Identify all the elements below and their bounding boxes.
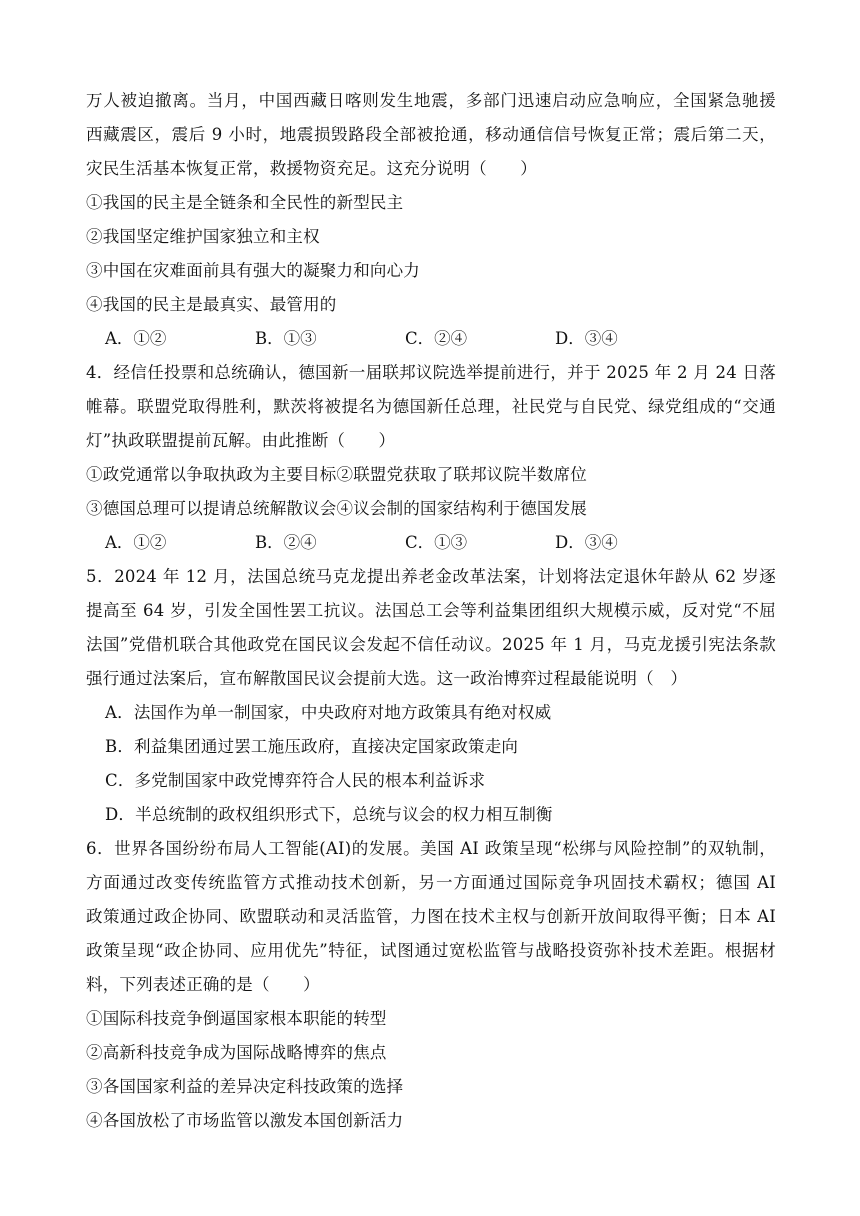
question-3-statement-4: ④我国的民主是最真实、最管用的 — [86, 295, 337, 314]
question-4-stem-line-3: 灯”执政联盟提前瓦解。由此推断（ ） — [86, 431, 396, 450]
question-6-stem-line-1: 6．世界各国纷纷布局人工智能(AI)的发展。美国 AI 政策呈现“松绑与风险控制”的双轨制， — [86, 839, 776, 858]
question-3 — [86, 84, 776, 356]
question-6-stem-line-3: 政策通过政企协同、欧盟联动和灵活监管，力图在技术主权与创新开放间取得平衡；日本 AI — [86, 907, 776, 926]
question-6-stem-line-2: 方面通过改变传统监管方式推动技术创新，另一方面通过国际竞争巩固技术霸权；德国 AI — [86, 873, 776, 892]
question-6-statement-2: ②高新科技竞争成为国际战略博弈的焦点 — [86, 1043, 387, 1062]
question-4-statement-line-1: ①政党通常以争取执政为主要目标②联盟党获取了联邦议院半数席位 — [86, 465, 587, 484]
question-3-choice-a: A．①② — [105, 329, 167, 348]
question-4-choices — [86, 526, 776, 560]
question-6-statement-1: ①国际科技竞争倒逼国家根本职能的转型 — [86, 1009, 387, 1028]
question-6-stem-line-5: 料，下列表述正确的是（ ） — [86, 975, 320, 994]
question-5-option-a: A．法国作为单一制国家，中央政府对地方政策具有绝对权威 — [105, 703, 552, 722]
question-5-option-b: B．利益集团通过罢工施压政府，直接决定国家政策走向 — [105, 737, 519, 756]
question-3-statement-1: ①我国的民主是全链条和全民性的新型民主 — [86, 193, 404, 212]
question-3-choice-c: C．②④ — [405, 329, 468, 348]
question-6-statement-3: ③各国国家利益的差异决定科技政策的选择 — [86, 1077, 404, 1096]
question-5-option-d: D．半总统制的政权组织形式下，总统与议会的权力相互制衡 — [105, 805, 553, 824]
question-4-choice-b: B．②④ — [255, 533, 317, 552]
question-5-stem-line-2: 提高至 64 岁，引发全国性罢工抗议。法国总工会等利益集团组织大规模示威，反对党“不屈 — [86, 601, 776, 620]
question-4-stem-line-1: 4．经信任投票和总统确认，德国新一届联邦议院选举提前进行，并于 2025 年 2 月 24 日落 — [86, 363, 776, 382]
question-3-statement-2: ②我国坚定维护国家独立和主权 — [86, 227, 320, 246]
question-3-choices — [86, 322, 776, 356]
question-6 — [86, 832, 776, 1138]
question-4-choice-c: C．①③ — [405, 533, 468, 552]
question-4-statement-line-2: ③德国总理可以提请总统解散议会④议会制的国家结构利于德国发展 — [86, 499, 587, 518]
question-3-statement-3: ③中国在灾难面前具有强大的凝聚力和向心力 — [86, 261, 420, 280]
question-5 — [86, 560, 776, 832]
question-3-choice-d: D．③④ — [555, 329, 618, 348]
question-3-choice-b: B．①③ — [255, 329, 317, 348]
question-3-stem-line-3: 灾民生活基本恢复正常，救援物资充足。这充分说明（ ） — [86, 159, 537, 178]
question-4-choice-a: A．①② — [105, 533, 167, 552]
question-4 — [86, 356, 776, 560]
question-3-stem-line-1: 万人被迫撤离。当月，中国西藏日喀则发生地震，多部门迅速启动应急响应，全国紧急驰援 — [86, 91, 776, 110]
question-6-stem-line-4: 政策呈现“政企协同、应用优先”特征，试图通过宽松监管与战略投资弥补技术差距。根据材 — [86, 941, 776, 960]
question-5-stem-line-1: 5．2024 年 12 月，法国总统马克龙提出养老金改革法案，计划将法定退休年龄从 62 岁逐 — [86, 567, 776, 586]
question-3-stem-line-2: 西藏震区，震后 9 小时，地震损毁路段全部被抢通，移动通信信号恢复正常；震后第二天， — [86, 125, 776, 144]
question-5-stem-line-4: 强行通过法案后，宣布解散国民议会提前大选。这一政治博弈过程最能说明（ ） — [86, 669, 688, 688]
question-5-option-c: C．多党制国家中政党博弈符合人民的根本利益诉求 — [105, 771, 486, 790]
question-4-stem-line-2: 帷幕。联盟党取得胜利，默茨将被提名为德国新任总理，社民党与自民党、绿党组成的“交通 — [86, 397, 776, 416]
exam-page — [86, 84, 776, 1138]
question-5-stem-line-3: 法国”党借机联合其他政党在国民议会发起不信任动议。2025 年 1 月，马克龙援引宪法条款 — [86, 635, 776, 654]
question-6-statement-4: ④各国放松了市场监管以激发本国创新活力 — [86, 1111, 404, 1130]
question-4-choice-d: D．③④ — [555, 533, 618, 552]
